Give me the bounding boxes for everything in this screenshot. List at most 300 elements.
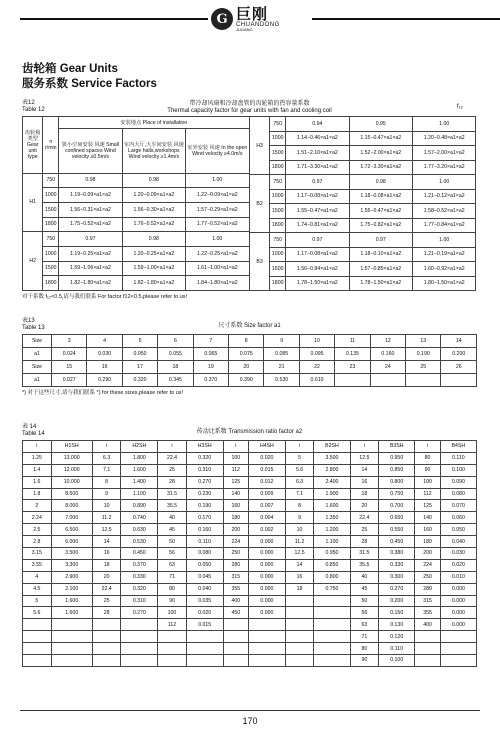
factor-cell: 0.890 — [121, 500, 158, 512]
ratio-cell: 16 — [92, 548, 121, 560]
table-12-caption-cn: 带冷却风扇和冷却盘管的齿轮箱的热容量系数 — [189, 101, 310, 107]
factor-cell: 0.740 — [121, 512, 158, 524]
ratio-cell: 100 — [415, 476, 440, 488]
size-row — [23, 361, 477, 374]
factor-cell: 1.59−1.00×a1×a2 — [122, 261, 185, 276]
factor-cell: 0.050 — [186, 559, 223, 571]
a1-cell: 0.345 — [158, 374, 193, 387]
ratio-cell: 250 — [415, 571, 440, 583]
ratio-cell: 100 — [223, 452, 248, 464]
factor-cell: 0.015 — [186, 619, 223, 631]
ratio-cell: 31.5 — [350, 548, 379, 560]
factor-cell: 0.270 — [121, 607, 158, 619]
factor-cell: 0.160 — [186, 524, 223, 536]
ratio-cell: 125 — [223, 476, 248, 488]
factor-cell: 0.850 — [314, 559, 350, 571]
a1-cell — [441, 374, 477, 387]
ratio-cell: 90 — [415, 464, 440, 476]
table-12-note: 对于系数 f₁₂<0.5,请与我们联系 For factor f12<0.5,please refer to us! — [22, 294, 188, 300]
column-header: i — [92, 441, 121, 453]
a1-row — [23, 348, 477, 361]
factor-cell: 1.600 — [51, 595, 92, 607]
ratio-cell: 9 — [92, 488, 121, 500]
ratio-cell: 250 — [223, 548, 248, 560]
a1-label: a1 — [23, 374, 52, 387]
factor-cell: 1.22−0.09×a1×a2 — [186, 188, 249, 203]
factor-cell: 0.310 — [186, 464, 223, 476]
table-row — [249, 160, 476, 175]
factor-cell — [314, 595, 350, 607]
factor-cell: 0.100 — [440, 464, 476, 476]
table-row — [23, 488, 477, 500]
ratio-cell — [415, 655, 440, 667]
ratio-cell: 56 — [158, 548, 187, 560]
col-place-of-installation: 安装地点 Place of installation — [59, 117, 249, 129]
a1-cell: 0.095 — [299, 348, 334, 361]
factor-cell: 0.270 — [186, 476, 223, 488]
table-row — [249, 175, 476, 190]
factor-cell: 2.100 — [51, 583, 92, 595]
ratio-cell: 50 — [350, 595, 379, 607]
ratio-cell: 5 — [285, 452, 314, 464]
factor-cell: 1.14−0.46×a1×a2 — [286, 131, 349, 146]
factor-cell: 0.010 — [440, 571, 476, 583]
ratio-cell: 14 — [350, 464, 379, 476]
a1-cell — [406, 374, 441, 387]
size-cell: 26 — [441, 361, 477, 374]
factor-cell: 1.600 — [51, 607, 92, 619]
factor-cell: 1.57−0.29×a1×a2 — [186, 202, 249, 217]
factor-cell: 1.80−1.50×a1×a2 — [412, 276, 475, 291]
table-row — [249, 131, 476, 146]
logo-mark-icon: G — [211, 8, 233, 30]
factor-cell: 3.500 — [314, 452, 350, 464]
factor-cell: 0.630 — [121, 524, 158, 536]
factor-cell: 0.060 — [440, 512, 476, 524]
factor-cell — [121, 631, 158, 643]
speed-cell: 750 — [43, 232, 59, 247]
table-row — [23, 452, 477, 464]
col-gear-type: 齿轮箱类型 Gear unit type — [23, 117, 43, 174]
ratio-cell: 3.55 — [23, 559, 52, 571]
factor-cell — [121, 643, 158, 655]
factor-cell: 1.75−0.82×a1×a2 — [349, 218, 412, 233]
a1-cell: 0.320 — [122, 374, 157, 387]
ratio-cell: 16 — [350, 476, 379, 488]
factor-cell: 0.98 — [122, 232, 185, 247]
ratio-cell: 3.15 — [23, 548, 52, 560]
table-row — [23, 202, 250, 217]
ratio-cell: 28 — [350, 536, 379, 548]
factor-cell: 0.000 — [249, 595, 286, 607]
size-cell: 11 — [335, 335, 370, 348]
ratio-cell: 9 — [285, 512, 314, 524]
factor-cell: 0.950 — [314, 548, 350, 560]
ratio-cell: 12.5 — [350, 452, 379, 464]
factor-cell: 0.97 — [349, 233, 412, 248]
table-row — [249, 262, 476, 277]
factor-cell — [121, 655, 158, 667]
page-number: 170 — [242, 716, 258, 726]
ratio-cell: 20 — [350, 500, 379, 512]
a1-cell: 0.135 — [335, 348, 370, 361]
factor-cell: 0.650 — [379, 512, 415, 524]
size-cell: 10 — [299, 335, 334, 348]
factor-cell: 0.040 — [186, 583, 223, 595]
ratio-cell — [23, 655, 52, 667]
factor-cell: 1.51−2.10×a1×a2 — [286, 146, 349, 161]
factor-cell: 10.000 — [51, 476, 92, 488]
speed-cell: 1800 — [270, 218, 286, 233]
ratio-cell: 25 — [92, 595, 121, 607]
ratio-cell: 14 — [285, 559, 314, 571]
table-row — [23, 571, 477, 583]
factor-cell — [249, 619, 286, 631]
table-row — [23, 464, 477, 476]
factor-cell: 1.21−0.12×a1×a2 — [412, 189, 475, 204]
factor-cell: 1.20−0.09×a1×a2 — [122, 188, 185, 203]
factor-cell: 1.56−0.84×a1×a2 — [286, 262, 349, 277]
factor-cell: 0.000 — [249, 571, 286, 583]
ratio-cell: 280 — [223, 559, 248, 571]
factor-cell: 0.97 — [286, 175, 349, 190]
ratio-cell: 140 — [415, 512, 440, 524]
table-14-grid — [22, 440, 477, 667]
factor-cell: 0.750 — [379, 488, 415, 500]
table-row — [23, 512, 477, 524]
factor-cell: 1.600 — [314, 500, 350, 512]
factor-cell: 1.200 — [314, 524, 350, 536]
table-13 — [22, 318, 477, 396]
a1-label: a1 — [23, 348, 52, 361]
ratio-cell — [158, 643, 187, 655]
table-12-symbol: f₁₂ — [456, 104, 463, 110]
factor-cell: 0.000 — [249, 559, 286, 571]
factor-cell: 0.800 — [314, 571, 350, 583]
factor-cell — [314, 607, 350, 619]
ratio-cell — [92, 631, 121, 643]
table-row — [23, 548, 477, 560]
table-row — [249, 204, 476, 219]
ratio-cell: 224 — [223, 536, 248, 548]
ratio-cell: 35.5 — [350, 559, 379, 571]
a1-cell: 0.055 — [158, 348, 193, 361]
factor-cell: 1.74−0.81×a1×a2 — [286, 218, 349, 233]
gear-type-cell: B3 — [249, 233, 269, 291]
ratio-cell — [223, 643, 248, 655]
ratio-cell: 112 — [223, 464, 248, 476]
ratio-cell — [285, 631, 314, 643]
ratio-cell: 125 — [415, 500, 440, 512]
factor-cell: 0.110 — [186, 536, 223, 548]
table-row — [23, 631, 477, 643]
ratio-cell: 5.6 — [23, 607, 52, 619]
table-row — [23, 188, 250, 203]
table-12-caption-en: Thermal capacity factor for gear units with fan and cooling coil — [167, 108, 332, 114]
ratio-cell: 18 — [285, 583, 314, 595]
ratio-cell: 355 — [223, 583, 248, 595]
table-row — [249, 247, 476, 262]
factor-cell: 1.84−1.80×a1×a2 — [186, 276, 249, 291]
size-cell: 15 — [52, 361, 87, 374]
factor-cell: 2.400 — [314, 476, 350, 488]
ratio-cell — [92, 643, 121, 655]
gear-type-cell: H3 — [249, 117, 269, 175]
ratio-cell: 140 — [223, 488, 248, 500]
ratio-cell: 28 — [92, 607, 121, 619]
factor-cell: 1.57−2.00×a1×a2 — [412, 146, 475, 161]
size-cell: 5 — [122, 335, 157, 348]
ratio-cell: 71 — [350, 631, 379, 643]
col-speed: n r/min — [43, 117, 59, 174]
factor-cell — [314, 643, 350, 655]
factor-cell: 0.98 — [59, 173, 122, 188]
factor-cell: 0.000 — [440, 607, 476, 619]
factor-cell: 0.020 — [186, 607, 223, 619]
factor-cell: 0.270 — [379, 583, 415, 595]
factor-cell: 1.55−0.47×a1×a2 — [349, 204, 412, 219]
ratio-cell — [23, 619, 52, 631]
ratio-cell: 6.3 — [285, 476, 314, 488]
factor-cell: 0.000 — [249, 607, 286, 619]
ratio-cell: 18 — [92, 559, 121, 571]
size-cell: 20 — [229, 361, 264, 374]
speed-cell: 1500 — [43, 202, 59, 217]
size-cell: 3 — [52, 335, 87, 348]
table-row — [23, 232, 250, 247]
factor-cell: 0.300 — [379, 571, 415, 583]
table-12 — [22, 100, 477, 300]
table-13-label: 表13 Table 13 — [22, 318, 45, 331]
ratio-cell: 45 — [350, 583, 379, 595]
speed-cell: 1000 — [270, 131, 286, 146]
ratio-cell: 90 — [158, 595, 187, 607]
gear-type-cell: H1 — [23, 173, 43, 232]
a1-cell: 0.030 — [87, 348, 122, 361]
speed-cell: 1500 — [270, 204, 286, 219]
table-12-label: 表12 Table 12 — [22, 100, 45, 113]
speed-cell: 750 — [43, 173, 59, 188]
factor-cell: 0.012 — [249, 476, 286, 488]
size-cell: 4 — [87, 335, 122, 348]
factor-cell: 6.500 — [51, 524, 92, 536]
factor-cell: 2.800 — [314, 464, 350, 476]
factor-cell: 0.120 — [379, 631, 415, 643]
ratio-cell: 450 — [223, 607, 248, 619]
factor-cell: 1.00 — [412, 233, 475, 248]
ratio-cell: 28 — [158, 476, 187, 488]
size-cell: 24 — [370, 361, 405, 374]
size-cell: 21 — [264, 361, 299, 374]
factor-cell — [249, 655, 286, 667]
factor-cell: 1.77−0.52×a1×a2 — [186, 217, 249, 232]
table-row — [249, 189, 476, 204]
factor-cell: 0.000 — [249, 536, 286, 548]
ratio-cell: 25 — [350, 524, 379, 536]
speed-cell: 1500 — [43, 261, 59, 276]
logo-sub-name: JUGANG — [236, 26, 253, 32]
ratio-cell: 12.5 — [285, 548, 314, 560]
ratio-cell: 10 — [285, 524, 314, 536]
ratio-cell: 63 — [158, 559, 187, 571]
col-confined-spaces: 狭小空间安装 风速 Small confined spaces Wind velocity ≥0.5m/s — [59, 129, 122, 174]
factor-cell: 12.000 — [51, 464, 92, 476]
ratio-cell — [92, 619, 121, 631]
factor-cell: 0.450 — [121, 548, 158, 560]
page-footer — [20, 710, 480, 726]
table-row — [23, 607, 477, 619]
factor-cell: 0.380 — [379, 548, 415, 560]
table-row — [249, 218, 476, 233]
factor-cell: 13.000 — [51, 452, 92, 464]
factor-cell: 0.450 — [379, 536, 415, 548]
factor-cell: 0.97 — [59, 232, 122, 247]
factor-cell: 1.600 — [121, 464, 158, 476]
table-row — [23, 246, 250, 261]
ratio-cell: 112 — [415, 488, 440, 500]
table-row — [23, 476, 477, 488]
factor-cell: 0.000 — [249, 583, 286, 595]
factor-cell: 6.000 — [51, 536, 92, 548]
factor-cell: 1.800 — [121, 452, 158, 464]
factor-cell: 0.090 — [440, 476, 476, 488]
size-row — [23, 335, 477, 348]
ratio-cell: 224 — [415, 559, 440, 571]
factor-cell: 1.18−0.10×a1×a2 — [349, 247, 412, 262]
factor-cell: 1.00 — [186, 173, 249, 188]
table-row — [23, 173, 250, 188]
factor-cell: 1.77−0.84×a1×a2 — [412, 218, 475, 233]
ratio-cell: 112 — [158, 619, 187, 631]
ratio-cell: 100 — [158, 607, 187, 619]
table-row — [23, 500, 477, 512]
factor-cell: 1.18−0.08×a1×a2 — [349, 189, 412, 204]
ratio-cell: 5 — [23, 595, 52, 607]
column-header: i — [223, 441, 248, 453]
a1-cell: 0.050 — [122, 348, 157, 361]
ratio-cell — [285, 643, 314, 655]
size-cell: 13 — [406, 335, 441, 348]
factor-cell: 0.950 — [379, 452, 415, 464]
factor-cell: 0.310 — [121, 595, 158, 607]
factor-cell: 1.350 — [314, 512, 350, 524]
ratio-cell: 8 — [285, 500, 314, 512]
a1-cell: 0.190 — [406, 348, 441, 361]
table-14-label: 表 14 Table 14 — [22, 424, 45, 437]
factor-cell: 2.900 — [51, 571, 92, 583]
factor-cell: 1.20−0.48×a1×a2 — [412, 131, 475, 146]
factor-cell: 0.130 — [379, 619, 415, 631]
table-12-right — [249, 116, 477, 291]
a1-cell — [335, 374, 370, 387]
speed-cell: 1800 — [270, 160, 286, 175]
ratio-cell: 50 — [158, 536, 187, 548]
factor-cell: 1.22−0.25×a1×a2 — [186, 246, 249, 261]
factor-cell: 1.61−1.00×a1×a2 — [186, 261, 249, 276]
factor-cell: 1.400 — [121, 476, 158, 488]
factor-cell — [314, 619, 350, 631]
table-row — [23, 261, 250, 276]
factor-cell: 0.050 — [440, 524, 476, 536]
factor-cell — [249, 631, 286, 643]
ratio-cell: 11.2 — [285, 536, 314, 548]
ratio-cell: 25 — [158, 464, 187, 476]
ratio-cell: 315 — [223, 571, 248, 583]
logo-chinese-name: 巨刚 — [236, 4, 269, 23]
factor-cell: 0.000 — [440, 619, 476, 631]
factor-cell: 0.000 — [440, 583, 476, 595]
factor-cell: 1.17−0.08×a1×a2 — [286, 189, 349, 204]
ratio-cell: 200 — [415, 548, 440, 560]
factor-cell: 0.230 — [186, 488, 223, 500]
table-row — [23, 536, 477, 548]
ratio-cell: 160 — [223, 500, 248, 512]
table-row — [23, 655, 477, 667]
factor-cell — [51, 631, 92, 643]
a1-row — [23, 374, 477, 387]
ratio-cell — [223, 619, 248, 631]
factor-cell: 0.200 — [379, 595, 415, 607]
factor-cell: 1.15−0.47×a1×a2 — [349, 131, 412, 146]
factor-cell — [440, 655, 476, 667]
factor-cell: 1.100 — [314, 536, 350, 548]
ratio-cell: 11.2 — [92, 512, 121, 524]
ratio-cell — [158, 655, 187, 667]
a1-cell: 0.160 — [370, 348, 405, 361]
column-header: B4SH — [440, 441, 476, 453]
ratio-cell: 280 — [415, 583, 440, 595]
ratio-cell — [415, 643, 440, 655]
ratio-cell: 16 — [285, 571, 314, 583]
speed-cell: 1800 — [270, 276, 286, 291]
page-header — [0, 0, 500, 36]
table-row — [23, 619, 477, 631]
factor-cell: 0.004 — [249, 512, 286, 524]
column-header: B2SH — [314, 441, 350, 453]
size-cell: 22 — [299, 361, 334, 374]
size-cell: 6 — [158, 335, 193, 348]
column-header: i — [415, 441, 440, 453]
speed-cell: 1000 — [270, 247, 286, 262]
a1-cell: 0.200 — [441, 348, 477, 361]
table-row — [23, 583, 477, 595]
speed-cell: 1800 — [43, 217, 59, 232]
factor-cell: 0.030 — [440, 548, 476, 560]
factor-cell: 0.020 — [440, 559, 476, 571]
ratio-cell: 80 — [350, 643, 379, 655]
ratio-cell — [285, 619, 314, 631]
column-header: H4SH — [249, 441, 286, 453]
ratio-cell — [23, 643, 52, 655]
ratio-cell: 2 — [23, 500, 52, 512]
column-header: H3SH — [186, 441, 223, 453]
ratio-cell: 80 — [415, 452, 440, 464]
factor-cell: 0.070 — [440, 500, 476, 512]
ratio-cell: 14 — [92, 536, 121, 548]
ratio-cell: 2.5 — [23, 524, 52, 536]
factor-cell: 0.045 — [186, 571, 223, 583]
table-row — [249, 276, 476, 291]
factor-cell: 1.57−0.85×a1×a2 — [349, 262, 412, 277]
column-header: H1SH — [51, 441, 92, 453]
factor-cell: 1.56−0.31×a1×a2 — [59, 202, 122, 217]
ratio-cell: 180 — [415, 536, 440, 548]
factor-cell: 0.040 — [440, 536, 476, 548]
ratio-cell: 1.4 — [23, 464, 52, 476]
factor-cell: 0.330 — [379, 559, 415, 571]
factor-cell — [51, 655, 92, 667]
column-header: i — [158, 441, 187, 453]
